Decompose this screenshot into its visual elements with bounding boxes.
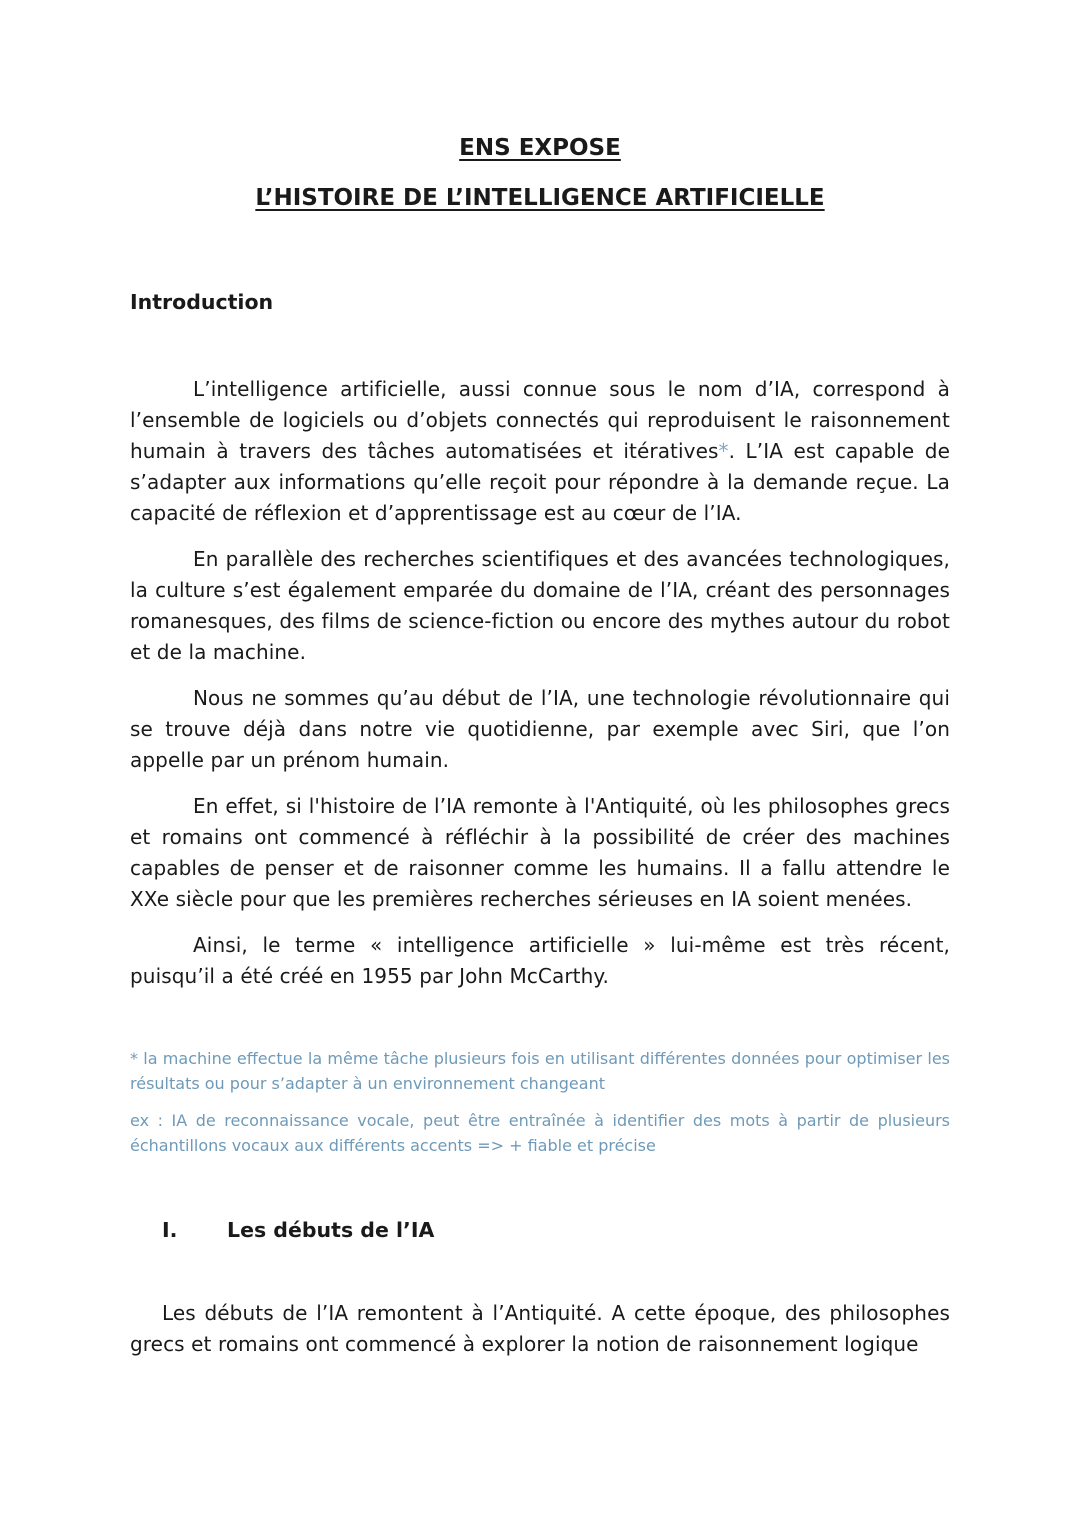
intro-paragraph-3: Nous ne sommes qu’au début de l’IA, une technologie révolutionnaire qui se trouve déjà dans notre vie quotidienne, par exemple avec Siri, que l’on appelle par un prénom humain.	[130, 686, 950, 772]
intro-paragraph-1-part2: . L’IA est capable de s’adapter aux informations qu’elle reçoit pour répondre à la demande reçue. La capacité de réflexion et d’apprentissage est au cœur de l’IA.	[130, 439, 950, 525]
intro-paragraph-1-part1: L’intelligence artificielle, aussi connue sous le nom d’IA, correspond à l’ensemble de logiciels ou d’objets connectés qui reproduisent le raisonnement humain à travers des tâches automatisées et itératives	[130, 377, 950, 463]
introduction-heading: Introduction	[130, 290, 274, 314]
section-1-paragraph: Les débuts de l’IA remontent à l’Antiquité. A cette époque, des philosophes grecs et romains ont commencé à explorer la notion de raisonnement logique	[130, 1301, 950, 1356]
intro-paragraph-4: En effet, si l'histoire de l’IA remonte à l'Antiquité, où les philosophes grecs et romains ont commencé à réfléchir à la possibilité de créer des machines capables de penser et de raisonner comme les humains. Il a fallu attendre le XXe siècle pour que les premières recherches sérieuses en IA soient menées.	[130, 794, 950, 911]
intro-paragraph-5: Ainsi, le terme « intelligence artificielle » lui-même est très récent, puisqu’il a été créé en 1955 par John McCarthy.	[130, 933, 950, 988]
section-1-title: Les débuts de l’IA	[227, 1218, 435, 1242]
footnote-2: ex : IA de reconnaissance vocale, peut être entraînée à identifier des mots à partir de plusieurs échantillons vocaux aux différents accents => + fiable et précise	[130, 1111, 950, 1155]
section-1-number: I.	[162, 1218, 178, 1242]
document-title-line2: L’HISTOIRE DE L’INTELLIGENCE ARTIFICIELLE	[255, 185, 825, 211]
section-1-heading	[130, 1218, 950, 1242]
intro-paragraph-2: En parallèle des recherches scientifiques et des avancées technologiques, la culture s’est également emparée du domaine de l’IA, créant des personnages romanesques, des films de science-fiction ou encore des mythes autour du robot et de la machine.	[130, 547, 950, 664]
intro-paragraph-1	[130, 374, 950, 529]
document-title-line1: ENS EXPOSE	[459, 135, 621, 161]
footnote-marker: *	[718, 439, 729, 463]
footnote-1: * la machine effectue la même tâche plusieurs fois en utilisant différentes données pour optimiser les résultats ou pour s’adapter à un environnement changeant	[130, 1049, 950, 1093]
